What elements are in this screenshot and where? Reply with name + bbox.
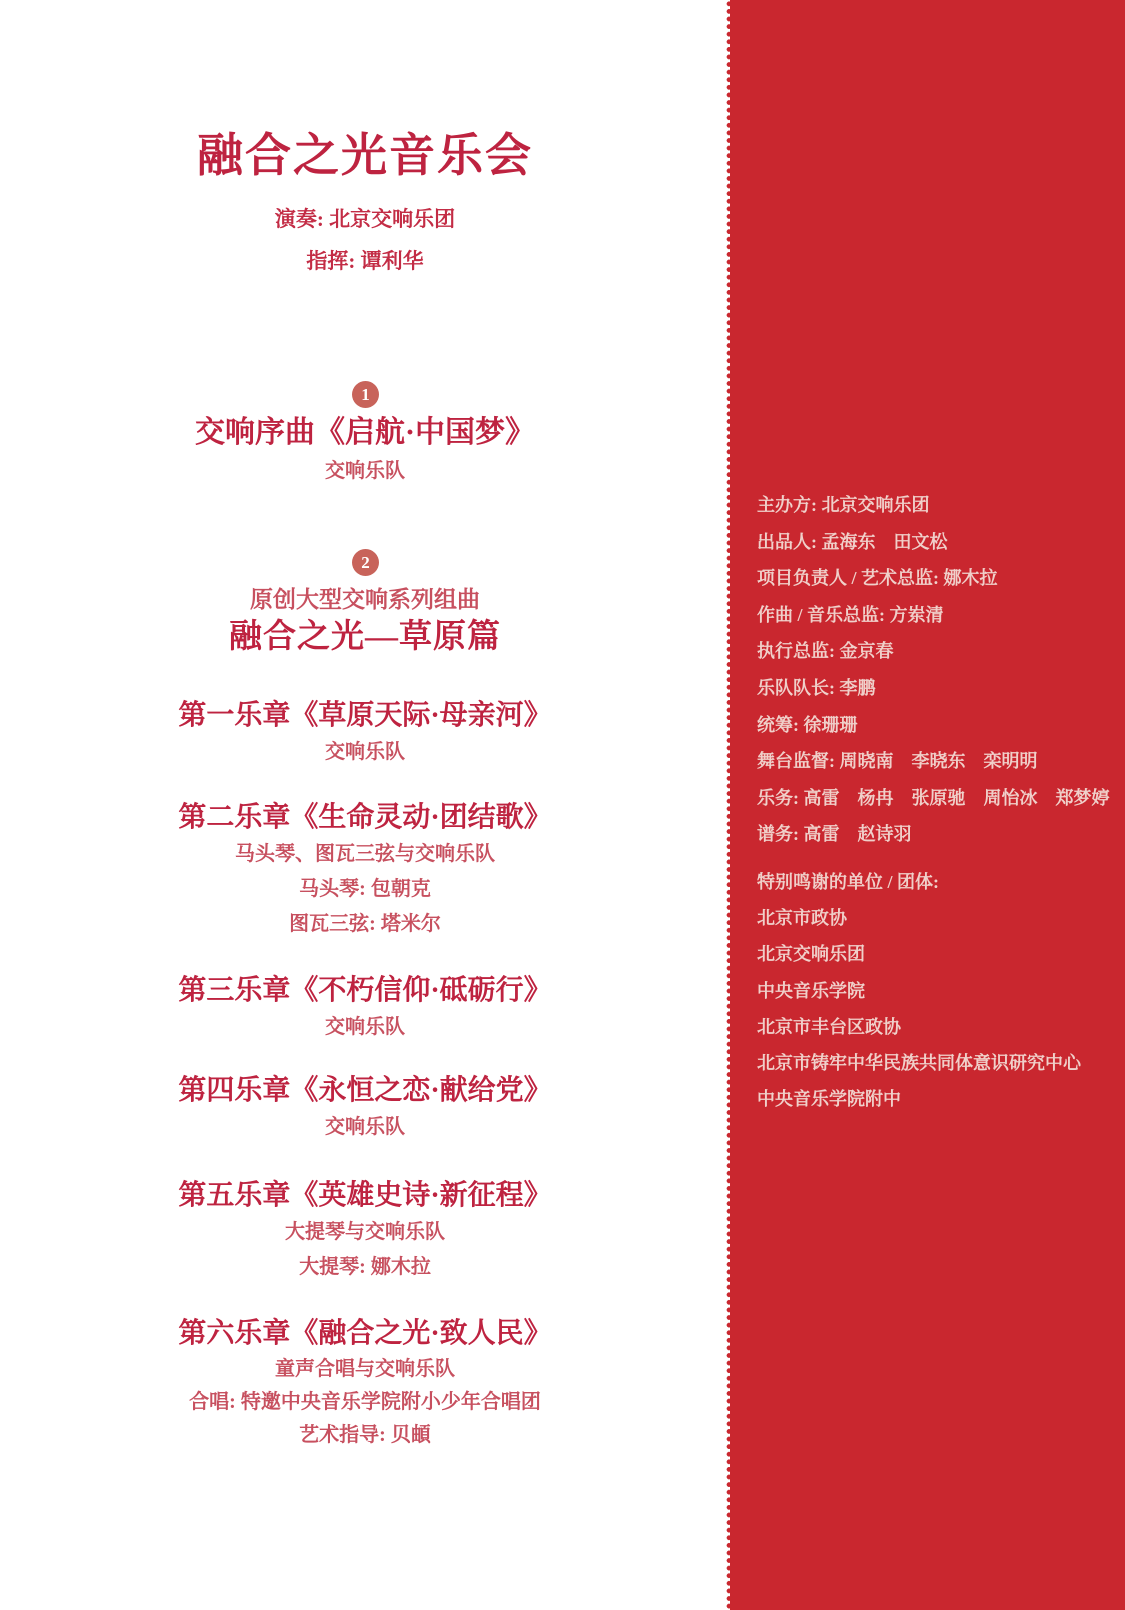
special-thanks-block bbox=[757, 864, 1119, 1117]
movement-2-soloist: 马头琴: 包朝克 bbox=[299, 878, 431, 900]
movement-6-choir: 合唱: 特邀中央音乐学院附小少年合唱团 bbox=[189, 1391, 541, 1413]
credit-line: 乐队队长: 李鹏 bbox=[757, 677, 876, 698]
special-thanks-item: 北京交响乐团 bbox=[757, 944, 865, 965]
credit-line: 作曲 / 音乐总监: 方岽清 bbox=[757, 604, 944, 625]
special-thanks-item: 中央音乐学院附中 bbox=[757, 1089, 901, 1110]
credits-block bbox=[757, 487, 1119, 1117]
movement-5 bbox=[0, 1177, 730, 1285]
movement-3-title: 第三乐章《不朽信仰·砥砺行》 bbox=[178, 975, 552, 1006]
credit-line: 谱务: 高雷 赵诗羽 bbox=[757, 824, 912, 845]
credit-line: 执行总监: 金京春 bbox=[757, 641, 894, 662]
special-thanks-item: 中央音乐学院 bbox=[757, 980, 865, 1001]
section-1-number-badge bbox=[352, 381, 379, 408]
movement-6-title: 第六乐章《融合之光·致人民》 bbox=[178, 1318, 552, 1349]
section-2-number-badge bbox=[352, 549, 379, 576]
special-thanks-item: 北京市铸牢中华民族共同体意识研究中心 bbox=[757, 1052, 1081, 1073]
section-2-series-label: 原创大型交响系列组曲 bbox=[250, 587, 480, 612]
movement-2-soloist: 图瓦三弦: 塔米尔 bbox=[289, 913, 441, 935]
movement-1-title: 第一乐章《草原天际·母亲河》 bbox=[178, 700, 552, 731]
performer-line: 演奏: 北京交响乐团 bbox=[274, 207, 456, 231]
movement-1-ensemble: 交响乐队 bbox=[325, 741, 405, 763]
credits-spacer bbox=[757, 853, 1119, 864]
special-thanks-item: 北京市政协 bbox=[757, 908, 847, 929]
section-1-ensemble: 交响乐队 bbox=[325, 460, 405, 482]
movement-5-ensemble: 大提琴与交响乐队 bbox=[285, 1221, 445, 1243]
section-2-number: 2 bbox=[361, 553, 370, 572]
perforated-edge bbox=[726, 0, 731, 1610]
section-1-number: 1 bbox=[361, 385, 370, 404]
credit-line: 乐务: 高雷 杨冉 张原驰 周怡冰 郑梦婷 bbox=[757, 787, 1110, 808]
section-1-title: 交响序曲《启航·中国梦》 bbox=[194, 416, 535, 449]
movement-6 bbox=[0, 1315, 730, 1452]
special-thanks-header: 特别鸣谢的单位 / 团体: bbox=[757, 871, 939, 892]
movement-6-ensemble: 童声合唱与交响乐队 bbox=[275, 1358, 455, 1380]
movement-2-title: 第二乐章《生命灵动·团结歌》 bbox=[178, 802, 552, 833]
movement-1 bbox=[0, 697, 730, 770]
movement-5-title: 第五乐章《英雄史诗·新征程》 bbox=[178, 1180, 552, 1211]
movement-4-title: 第四乐章《永恒之恋·献给党》 bbox=[178, 1075, 552, 1106]
credit-line: 项目负责人 / 艺术总监: 娜木拉 bbox=[757, 568, 998, 589]
page-title: 融合之光音乐会 bbox=[197, 130, 533, 181]
movement-2-ensemble: 马头琴、图瓦三弦与交响乐队 bbox=[235, 843, 495, 865]
credit-line: 主办方: 北京交响乐团 bbox=[757, 495, 930, 515]
movement-5-soloist: 大提琴: 娜木拉 bbox=[299, 1256, 431, 1278]
conductor-line: 指挥: 谭利华 bbox=[306, 249, 424, 273]
movement-4 bbox=[0, 1072, 730, 1145]
movement-3 bbox=[0, 972, 730, 1045]
movement-3-ensemble: 交响乐队 bbox=[325, 1016, 405, 1038]
movement-2 bbox=[0, 799, 730, 942]
credit-line: 出品人: 孟海东 田文松 bbox=[757, 531, 948, 552]
credits-panel bbox=[730, 0, 1125, 1610]
movement-4-ensemble: 交响乐队 bbox=[325, 1116, 405, 1138]
movement-6-art-director: 艺术指导: 贝頔 bbox=[299, 1424, 431, 1446]
special-thanks-item: 北京市丰台区政协 bbox=[757, 1016, 901, 1037]
section-2-series-title: 融合之光—草原篇 bbox=[229, 619, 501, 655]
credit-line: 舞台监督: 周晓南 李晓东 栾明明 bbox=[757, 751, 1038, 772]
credit-line: 统筹: 徐珊珊 bbox=[757, 714, 858, 735]
